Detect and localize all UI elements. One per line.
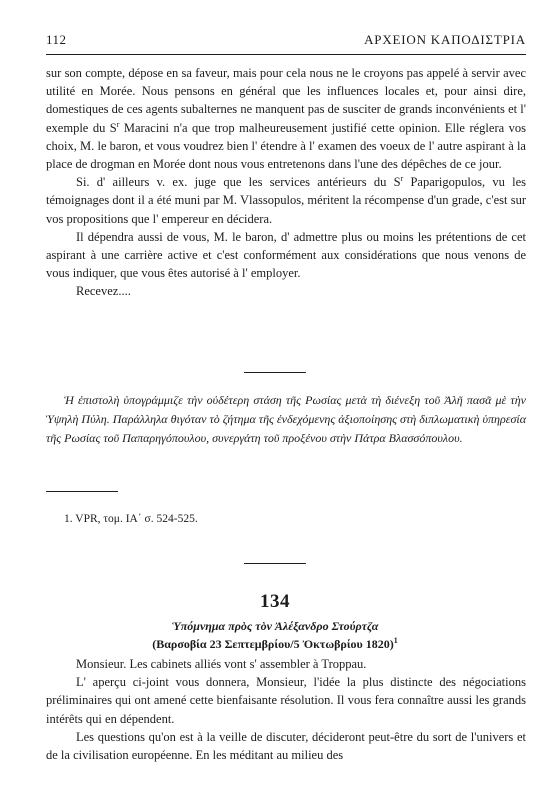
paragraph: L' aperçu ci-joint vous donnera, Monsieur, l'idée la plus distincte des négociations préliminaires qui ont amené cette bienfaisante résolution. Il vous fera connaître aussi les grands intérêts qui en dépendent. <box>46 675 526 726</box>
paragraph: Monsieur. Les cabinets alliés vont s' assembler à Troppau. <box>76 657 367 671</box>
page-header <box>46 32 526 50</box>
letter-continuation <box>46 64 526 301</box>
paragraph: sur son compte, dépose en sa faveur, mais pour cela nous ne le croyons pas appelé à servir avec utilité en Morée. Nous pensons en général que les influences locales et, pour ainsi dire, domestiques de ces agents subalternes ne manquent pas de susciter de grands inconvénients et l' exemple du $S^r$ Maracini n'a que trop malheureusement justifié cette opinion. Elle réglera vos choix, M. le baron, et vous voudrez bien l' étendre à l' examen des voeux de l' autre aspirant à la place de drogman en Morée dont nous vous entretenons dans l'une des dépêches de ce jour. <box>46 66 526 172</box>
greek-summary-note: Ἡ ἐπιστολὴ ὑπογράμμιζε τὴν οὐδέτερη στάση τῆς Ρωσίας μετὰ τὴ διένεξη τοῦ Ἀλῆ πασᾶ μὲ τὴν Ὑψηλὴ Πύλη. Παράλληλα θιγόταν τὸ ζήτημα τῆς ἐνδεχόμενης ἀξιοποίησης στὴ διπλωματικὴ ὑπηρεσία τῆς Ρωσίας τοῦ Παπαρηγόπουλου, συνεργάτη τοῦ προξένου στὴν Πάτρα Βλασσόπουλου. <box>46 393 526 445</box>
paragraph: Les questions qu'on est à la veille de discuter, décideront peut-être du sort de l'univers et de la civilisation européenne. En les méditant au milieu des <box>46 729 526 763</box>
page-number: 112 <box>46 32 67 47</box>
section-separator <box>244 563 306 564</box>
document-title-line: Ὑπόμνημα πρὸς τὸν Ἀλέξανδρο Στούρτζα <box>171 619 379 633</box>
document-title <box>0 617 550 653</box>
document-number: 134 <box>260 591 290 612</box>
header-rule <box>46 54 526 55</box>
document-body <box>46 655 526 764</box>
section-separator <box>244 372 306 373</box>
footnote: 1. VPR, τομ. ΙΑ΄ σ. 524-525. <box>64 513 198 525</box>
closing-formula: Recevez.... <box>76 284 131 299</box>
running-title: ΑΡΧΕΙΟΝ ΚΑΠΟΔΙΣΤΡΙΑ <box>364 32 526 47</box>
footnote-rule <box>46 491 118 492</box>
paragraph: Si. d' ailleurs v. ex. juge que les services antérieurs du $S^r$ Paparigopulos, vu les témoignages dont il a été muni par M. Vlassopulos, méritent la récompense d'un grade, c'est sur vos propositions que l' empereur en décidera. <box>46 174 526 226</box>
document-date-line: (Βαρσοβία 23 Σεπτεμβρίου/5 Ὀκτωβρίου 1820)$^1$ <box>152 636 398 651</box>
paragraph: Il dépendra aussi de vous, M. le baron, d' admettre plus ou moins les prétentions de cet aspirant à une carrière active et c'est conformément aux considérations que nous venons de vous indiquer, que vous êtes autorisé à l' employer. <box>46 229 526 281</box>
